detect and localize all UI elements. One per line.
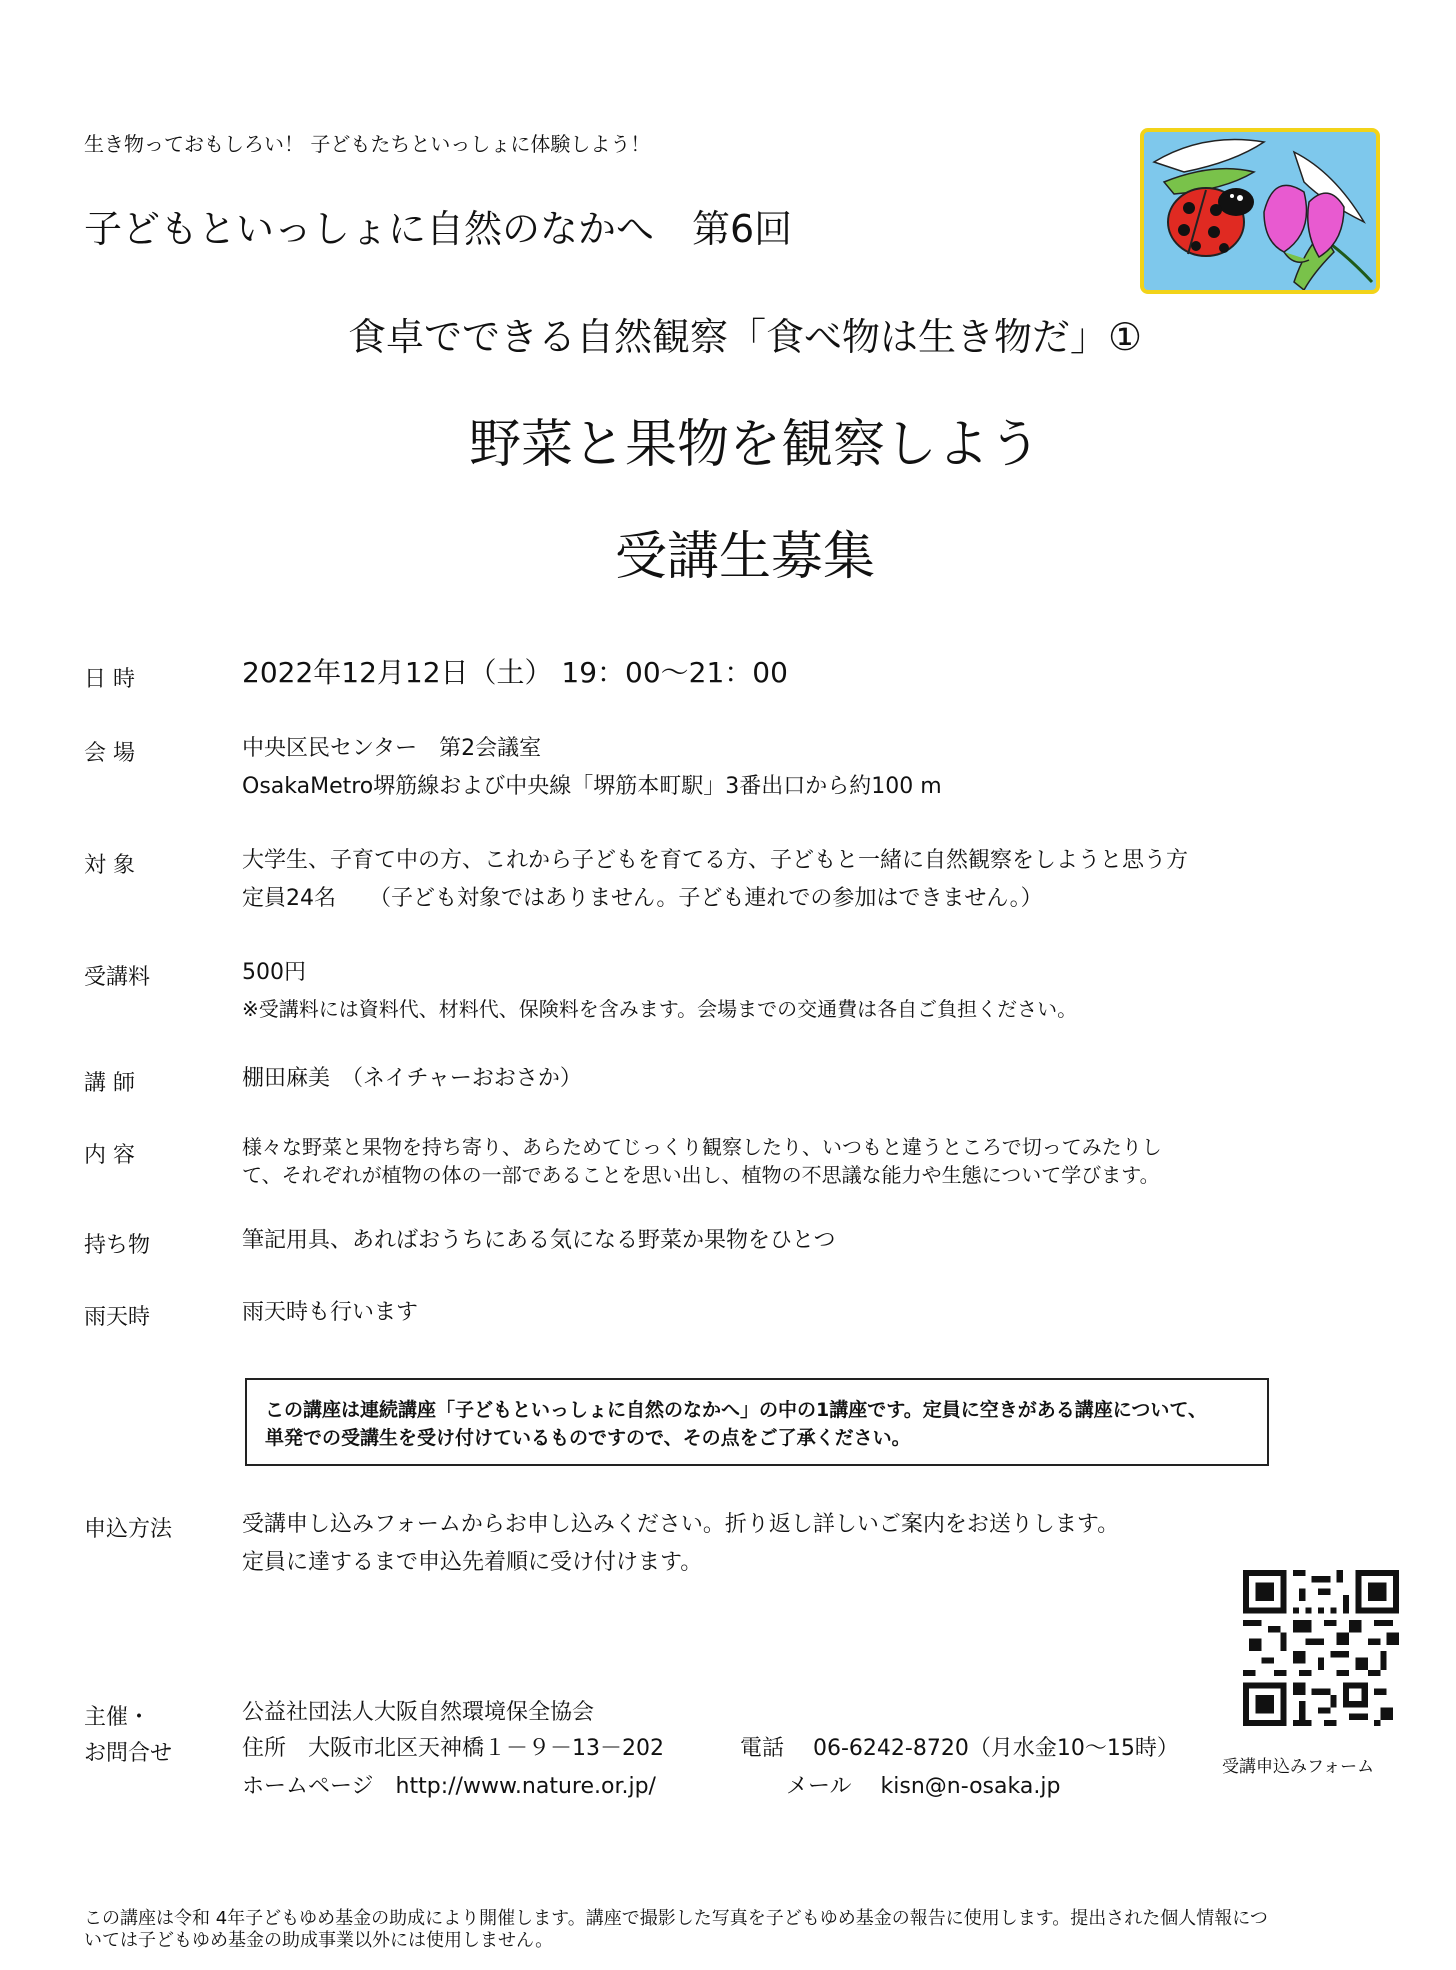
organizer-name: 公益社団法人大阪自然環境保全協会 (242, 1700, 595, 1725)
rain-label: 雨天時 (84, 1305, 151, 1330)
content-label: 内 容 (84, 1143, 135, 1168)
venue-label: 会 場 (84, 741, 135, 766)
datetime-value: 2022年12月12日（土） 19：00～21：00 (242, 656, 788, 689)
application-line1: 受講申し込みフォームからお申し込みください。折り返し詳しいご案内をお送りします。 (242, 1512, 1120, 1537)
organizer-email[interactable]: メール kisn@n-osaka.jp (786, 1774, 1061, 1799)
main-title: 野菜と果物を観察しよう (468, 415, 1041, 475)
venue-line2: OsakaMetro堺筋線および中央線「堺筋本町駅」3番出口から約100 m (242, 774, 942, 799)
content-line2: て、それぞれが植物の体の一部であることを思い出し、植物の不思議な能力や生態について学びます。 (242, 1163, 1160, 1187)
organizer-label-1: 主催・ (84, 1705, 151, 1730)
application-line2: 定員に達するまで申込先着順に受け付けます。 (242, 1550, 703, 1575)
recruit-heading: 受講生募集 (614, 527, 875, 587)
organizer-phone: 電話 06-6242-8720（月水金10～15時） (740, 1736, 1179, 1761)
tagline: 生き物っておもしろい！ 子どもたちといっしょに体験しよう！ (84, 132, 651, 156)
application-label: 申込方法 (84, 1517, 173, 1542)
fee-line2: ※受講料には資料代、材料代、保険料を含みます。会場までの交通費は各自ご負担ください。 (242, 997, 1078, 1021)
organizer-address: 住所 大阪市北区天神橋１－９－13－202 (242, 1736, 664, 1761)
footer-line2: いては子どもゆめ基金の助成事業以外には使用しません。 (84, 1930, 554, 1951)
ladybug-illustration-icon (1140, 128, 1380, 294)
belongings-label: 持ち物 (84, 1233, 151, 1258)
organizer-label-2: お問合せ (84, 1741, 173, 1766)
fee-line1: 500円 (242, 960, 306, 985)
series-title: 子どもといっしょに自然のなかへ 第6回 (84, 207, 793, 251)
instructor-value: 棚田麻美 （ネイチャーおおさか） (242, 1066, 582, 1091)
rain-value: 雨天時も行います (242, 1300, 419, 1325)
instructor-label: 講 師 (84, 1071, 135, 1096)
venue-line1: 中央区民センター 第2会議室 (242, 736, 542, 761)
subtitle: 食卓でできる自然観察「食べ物は生き物だ」① (347, 315, 1143, 359)
organizer-homepage[interactable]: ホームページ http://www.nature.or.jp/ (242, 1774, 656, 1799)
notice-line1: この講座は連続講座「子どもといっしょに自然のなかへ」の中の1講座です。定員に空きがある講座について、 (265, 1399, 1207, 1421)
target-label: 対 象 (84, 853, 135, 878)
qr-caption: 受講申込みフォーム (1222, 1757, 1375, 1777)
fee-label: 受講料 (84, 965, 151, 990)
footer-note (84, 1908, 1404, 1952)
datetime-label: 日 時 (84, 667, 135, 692)
content-line1: 様々な野菜と果物を持ち寄り、あらためてじっくり観察したり、いつもと違うところで切ってみたりし (242, 1135, 1162, 1159)
qr-code-icon[interactable] (1243, 1570, 1399, 1726)
notice-line2: 単発での受講生を受け付けているものですので、その点をご了承ください。 (265, 1427, 911, 1449)
target-line1: 大学生、子育て中の方、これから子どもを育てる方、子どもと一緒に自然観察をしようと思う方 (242, 848, 1189, 873)
target-line2: 定員24名 （子ども対象ではありません。子ども連れでの参加はできません。） (242, 886, 1043, 911)
series-notice-box (245, 1378, 1269, 1466)
belongings-value: 筆記用具、あればおうちにある気になる野菜か果物をひとつ (242, 1228, 836, 1253)
footer-line1: この講座は令和 4年子どもゆめ基金の助成により開催します。講座で撮影した写真を子どもゆめ基金の報告に使用します。提出された個人情報につ (84, 1908, 1268, 1929)
